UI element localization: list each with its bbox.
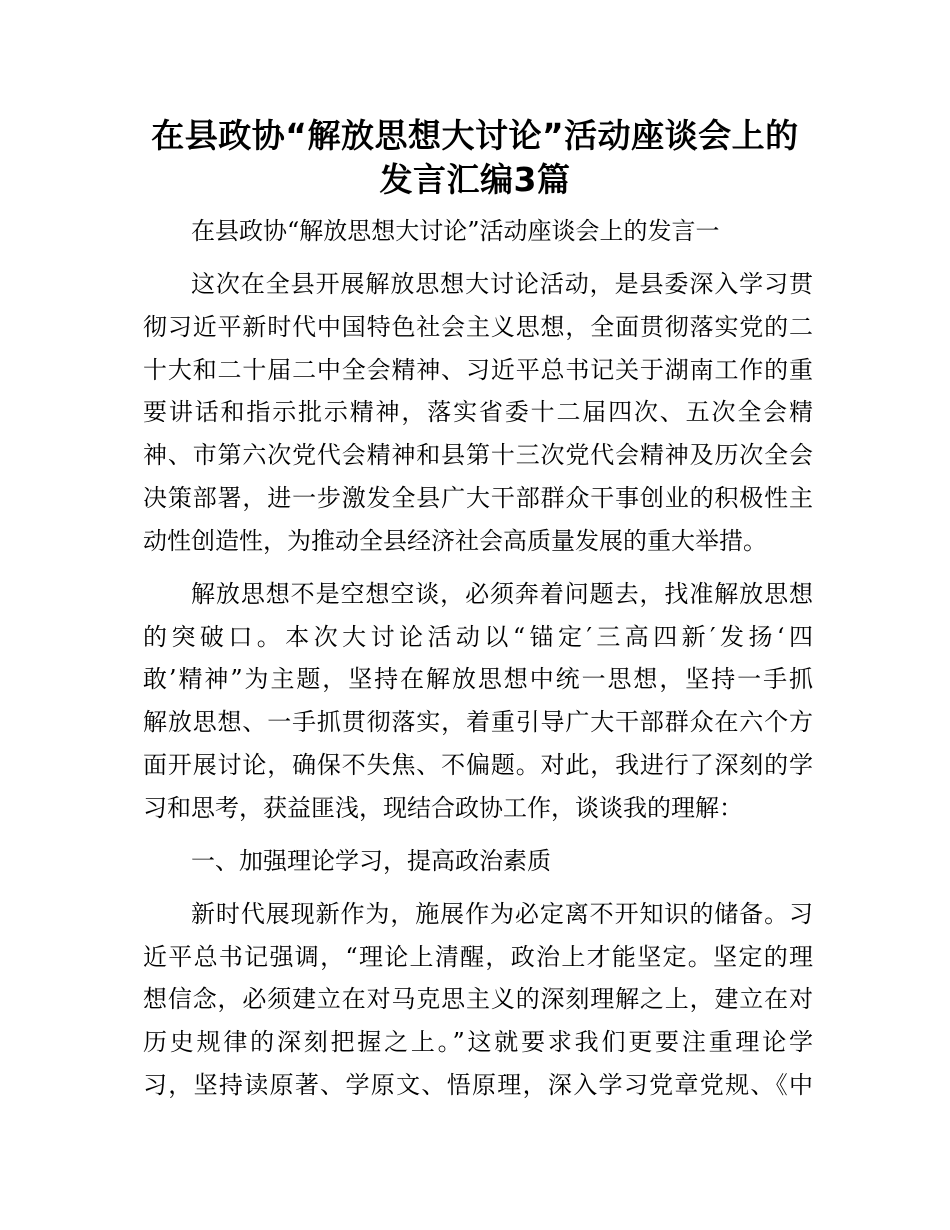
paragraph-line: 动性创造性，为推动全县经济社会高质量发展的重大举措。 xyxy=(143,526,767,555)
paragraph-line: 十大和二十届二中全会精神、习近平总书记关于湖南工作的重 xyxy=(143,355,813,384)
paragraph-line: 习，坚持读原著、学原文、悟原理，深入学习党章党规、《中 xyxy=(143,1070,813,1099)
paragraph-1 xyxy=(143,269,813,556)
title-line-1: 在县政协“解放思想大讨论”活动座谈会上的 xyxy=(151,116,799,155)
document-body xyxy=(143,216,813,1100)
paragraph-3 xyxy=(143,899,813,1100)
paragraph-line: 解放思想不是空想空谈，必须奔着问题去，找准解放思想 xyxy=(191,579,813,608)
paragraph-line: 新时代展现新作为，施展作为必定离不开知识的储备。习 xyxy=(191,899,813,928)
paragraph-line: 的突破口。本次大讨论活动以“锚定′三高四新′发扬‘四 xyxy=(143,622,813,651)
section-heading-1: 一、加强理论学习，提高政治素质 xyxy=(191,846,551,875)
paragraph-line: 解放思想、一手抓贯彻落实，着重引导广大干部群众在六个方 xyxy=(143,708,813,737)
paragraph-line: 近平总书记强调，“理论上清醒，政治上才能坚定。坚定的理 xyxy=(143,942,813,971)
paragraph-line: 彻习近平新时代中国特色社会主义思想，全面贯彻落实党的二 xyxy=(143,312,813,341)
paragraph-line: 历史规律的深刻把握之上。”这就要求我们更要注重理论学 xyxy=(143,1028,813,1057)
paragraph-line: 面开展讨论，确保不失焦、不偏题。对此，我进行了深刻的学 xyxy=(143,750,813,779)
paragraph-line: 敢’精神”为主题，坚持在解放思想中统一思想，坚持一手抓 xyxy=(143,665,813,694)
paragraph-line: 神、市第六次党代会精神和县第十三次党代会精神及历次全会 xyxy=(143,441,813,470)
paragraph-line: 决策部署，进一步激发全县广大干部群众干事创业的积极性主 xyxy=(143,483,813,512)
paragraph-line: 要讲话和指示批示精神，落实省委十二届四次、五次全会精 xyxy=(143,398,813,427)
title-line-2: 发言汇编3篇 xyxy=(379,160,571,199)
paragraph-line: 想信念，必须建立在对马克思主义的深刻理解之上，建立在对 xyxy=(143,985,813,1014)
document-title xyxy=(100,114,850,202)
paragraph-line: 习和思考，获益匪浅，现结合政协工作，谈谈我的理解： xyxy=(143,793,743,822)
speech-subtitle: 在县政协“解放思想大讨论”活动座谈会上的发言一 xyxy=(191,217,720,245)
paragraph-2 xyxy=(143,579,813,823)
paragraph-line: 这次在全县开展解放思想大讨论活动，是县委深入学习贯 xyxy=(191,270,813,298)
